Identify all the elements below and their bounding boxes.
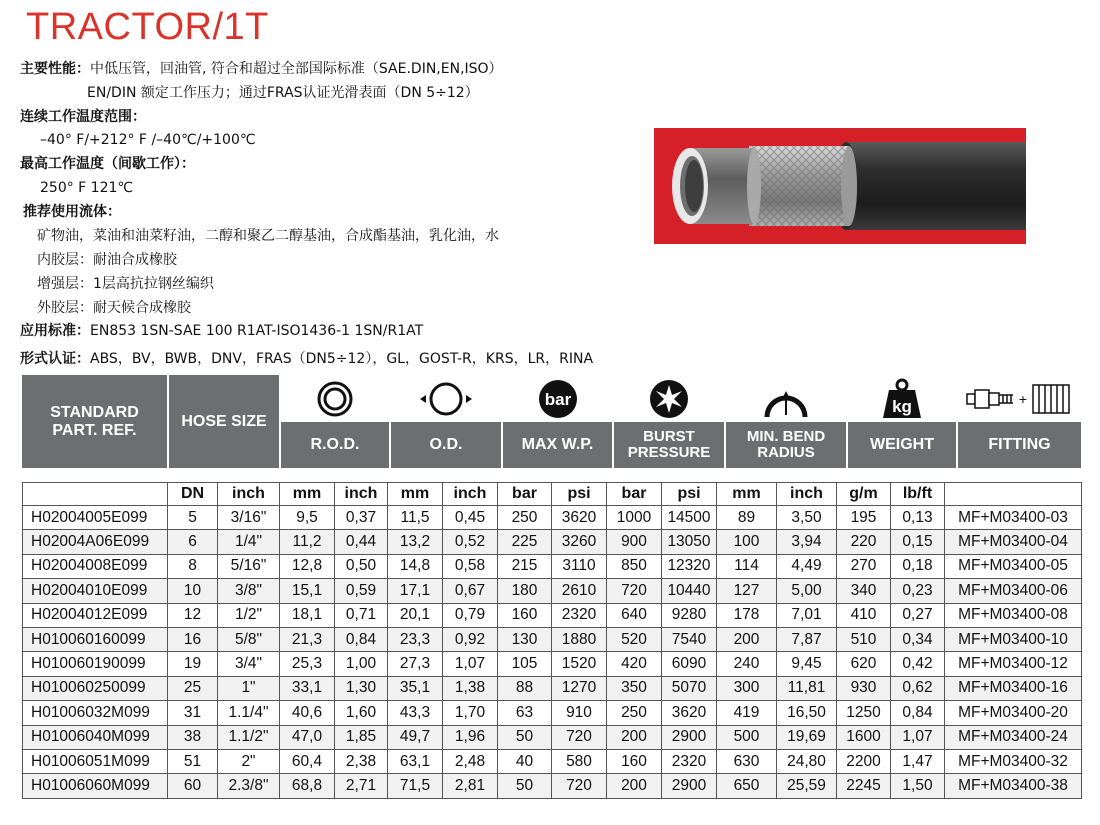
table-cell: 4,49 bbox=[777, 554, 837, 578]
table-cell: 19 bbox=[168, 652, 218, 676]
page-title: TRACTOR/1T bbox=[26, 6, 269, 48]
table-cell: 50 bbox=[498, 774, 552, 798]
table-cell: 0,45 bbox=[443, 506, 498, 530]
table-cell: 8 bbox=[168, 554, 218, 578]
spec-outer: 外胶层：耐天候合成橡胶 bbox=[37, 300, 191, 316]
part-ref-cell: H010060190099 bbox=[23, 652, 168, 676]
unit-header-cell: inch bbox=[443, 483, 498, 506]
table-cell: 71,5 bbox=[388, 774, 443, 798]
table-cell: 270 bbox=[837, 554, 891, 578]
table-row bbox=[23, 627, 1082, 651]
table-cell: 3,94 bbox=[777, 530, 837, 554]
header-standard-part-ref: STANDARD PART. REF. bbox=[50, 403, 139, 439]
spec-main bbox=[20, 60, 503, 78]
unit-header-cell: inch bbox=[777, 483, 837, 506]
table-cell: 3260 bbox=[552, 530, 607, 554]
svg-text:kg: kg bbox=[892, 396, 912, 416]
table-cell: 31 bbox=[168, 701, 218, 725]
table-cell: 49,7 bbox=[388, 725, 443, 749]
table-cell: 200 bbox=[717, 627, 777, 651]
table-cell: 520 bbox=[607, 627, 662, 651]
table-cell: 13050 bbox=[662, 530, 717, 554]
table-cell: 0,67 bbox=[443, 579, 498, 603]
unit-header-cell: inch bbox=[335, 483, 388, 506]
fitting-cell: MF+M03400-38 bbox=[945, 774, 1082, 798]
table-cell: 640 bbox=[607, 603, 662, 627]
table-cell: 15,1 bbox=[280, 579, 335, 603]
unit-header-cell: psi bbox=[662, 483, 717, 506]
fitting-cell: MF+M03400-10 bbox=[945, 627, 1082, 651]
table-cell: 2.3/8" bbox=[218, 774, 280, 798]
table-cell: 16,50 bbox=[777, 701, 837, 725]
table-cell: 160 bbox=[498, 603, 552, 627]
table-cell: 1" bbox=[218, 676, 280, 700]
unit-header-cell: g/m bbox=[837, 483, 891, 506]
table-cell: 89 bbox=[717, 506, 777, 530]
table-cell: 3110 bbox=[552, 554, 607, 578]
table-cell: 0,44 bbox=[335, 530, 388, 554]
table-row bbox=[23, 725, 1082, 749]
table-cell: 0,71 bbox=[335, 603, 388, 627]
spec-reinf: 增强层：1层高抗拉钢丝编织 bbox=[37, 276, 214, 292]
table-cell: 3/4" bbox=[218, 652, 280, 676]
table-cell: 1,07 bbox=[891, 725, 945, 749]
unit-header-cell: inch bbox=[218, 483, 280, 506]
table-cell: 33,1 bbox=[280, 676, 335, 700]
table-cell: 2320 bbox=[552, 603, 607, 627]
unit-header-cell: mm bbox=[388, 483, 443, 506]
table-cell: 630 bbox=[717, 749, 777, 773]
table-cell: 1.1/2" bbox=[218, 725, 280, 749]
table-cell: 2,38 bbox=[335, 749, 388, 773]
table-cell: 620 bbox=[837, 652, 891, 676]
table-cell: 0,15 bbox=[891, 530, 945, 554]
table-cell: 25 bbox=[168, 676, 218, 700]
table-cell: 100 bbox=[717, 530, 777, 554]
table-cell: 0,62 bbox=[891, 676, 945, 700]
table-cell: 9,45 bbox=[777, 652, 837, 676]
table-cell: 0,13 bbox=[891, 506, 945, 530]
table-cell: 1,30 bbox=[335, 676, 388, 700]
fitting-cell: MF+M03400-24 bbox=[945, 725, 1082, 749]
table-row bbox=[23, 603, 1082, 627]
table-cell: 2900 bbox=[662, 774, 717, 798]
spec-std-label: 应用标准： bbox=[20, 323, 90, 339]
table-cell: 220 bbox=[837, 530, 891, 554]
table-cell: 1600 bbox=[837, 725, 891, 749]
table-cell: 88 bbox=[498, 676, 552, 700]
table-row bbox=[23, 554, 1082, 578]
table-cell: 0,34 bbox=[891, 627, 945, 651]
header-max-wp: MAX W.P. bbox=[521, 436, 594, 453]
table-cell: 40,6 bbox=[280, 701, 335, 725]
table-cell: 12320 bbox=[662, 554, 717, 578]
part-ref-cell: H010060160099 bbox=[23, 627, 168, 651]
fitting-cell: MF+M03400-06 bbox=[945, 579, 1082, 603]
table-cell: 7540 bbox=[662, 627, 717, 651]
fitting-cell: MF+M03400-05 bbox=[945, 554, 1082, 578]
table-cell: 0,27 bbox=[891, 603, 945, 627]
table-cell: 9280 bbox=[662, 603, 717, 627]
unit-header-cell: psi bbox=[552, 483, 607, 506]
table-cell: 63 bbox=[498, 701, 552, 725]
table-cell: 2320 bbox=[662, 749, 717, 773]
table-cell: 1,00 bbox=[335, 652, 388, 676]
table-row bbox=[23, 701, 1082, 725]
table-cell: 2610 bbox=[552, 579, 607, 603]
spec-fluid-text: 矿物油，菜油和油菜籽油，二醇和聚乙二醇基油，合成酯基油，乳化油，水 bbox=[37, 228, 499, 244]
table-cell: 510 bbox=[837, 627, 891, 651]
fitting-cell: MF+M03400-16 bbox=[945, 676, 1082, 700]
table-cell: 1250 bbox=[837, 701, 891, 725]
table-cell: 900 bbox=[607, 530, 662, 554]
table-cell: 580 bbox=[552, 749, 607, 773]
table-cell: 11,81 bbox=[777, 676, 837, 700]
svg-text:+: + bbox=[1018, 390, 1027, 407]
table-cell: 0,79 bbox=[443, 603, 498, 627]
part-ref-cell: H01006040M099 bbox=[23, 725, 168, 749]
table-cell: 1/2" bbox=[218, 603, 280, 627]
table-cell: 2,71 bbox=[335, 774, 388, 798]
table-cell: 500 bbox=[717, 725, 777, 749]
spec-main-label: 主要性能： bbox=[20, 61, 90, 77]
table-cell: 130 bbox=[498, 627, 552, 651]
header-weight: WEIGHT bbox=[870, 436, 934, 453]
table-cell: 68,8 bbox=[280, 774, 335, 798]
table-cell: 180 bbox=[498, 579, 552, 603]
table-cell: 0,37 bbox=[335, 506, 388, 530]
table-cell: 3,50 bbox=[777, 506, 837, 530]
table-cell: 910 bbox=[552, 701, 607, 725]
table-cell: 16 bbox=[168, 627, 218, 651]
table-cell: 1520 bbox=[552, 652, 607, 676]
part-ref-cell: H02004012E099 bbox=[23, 603, 168, 627]
table-cell: 1000 bbox=[607, 506, 662, 530]
table-cell: 340 bbox=[837, 579, 891, 603]
svg-text:bar: bar bbox=[544, 389, 571, 409]
fitting-cell: MF+M03400-08 bbox=[945, 603, 1082, 627]
table-cell: 160 bbox=[607, 749, 662, 773]
table-row bbox=[23, 530, 1082, 554]
table-cell: 9,5 bbox=[280, 506, 335, 530]
table-cell: 215 bbox=[498, 554, 552, 578]
spec-std-text: EN853 1SN-SAE 100 R1AT-ISO1436-1 1SN/R1AT bbox=[90, 323, 424, 339]
fitting-cell: MF+M03400-04 bbox=[945, 530, 1082, 554]
table-cell: 24,80 bbox=[777, 749, 837, 773]
table-cell: 25,59 bbox=[777, 774, 837, 798]
table-cell: 0,58 bbox=[443, 554, 498, 578]
table-cell: 10440 bbox=[662, 579, 717, 603]
table-cell: 225 bbox=[498, 530, 552, 554]
table-cell: 3620 bbox=[552, 506, 607, 530]
table-cell: 1,70 bbox=[443, 701, 498, 725]
weight-icon bbox=[848, 375, 956, 422]
table-cell: 1,85 bbox=[335, 725, 388, 749]
table-cell: 720 bbox=[552, 725, 607, 749]
table-header-band bbox=[22, 375, 1081, 468]
hose-data-table bbox=[22, 482, 1082, 799]
spec-fluid-label: 推荐使用流体： bbox=[23, 204, 121, 220]
table-cell: 3/16" bbox=[218, 506, 280, 530]
table-cell: 11,2 bbox=[280, 530, 335, 554]
table-cell: 5,00 bbox=[777, 579, 837, 603]
table-row bbox=[23, 579, 1082, 603]
table-cell: 2900 bbox=[662, 725, 717, 749]
table-cell: 5070 bbox=[662, 676, 717, 700]
table-cell: 114 bbox=[717, 554, 777, 578]
table-cell: 35,1 bbox=[388, 676, 443, 700]
table-cell: 195 bbox=[837, 506, 891, 530]
unit-header-cell: mm bbox=[280, 483, 335, 506]
table-cell: 20,1 bbox=[388, 603, 443, 627]
table-cell: 2245 bbox=[837, 774, 891, 798]
table-cell: 21,3 bbox=[280, 627, 335, 651]
table-cell: 3/8" bbox=[218, 579, 280, 603]
table-cell: 6090 bbox=[662, 652, 717, 676]
part-ref-cell: H02004005E099 bbox=[23, 506, 168, 530]
table-cell: 1/4" bbox=[218, 530, 280, 554]
table-cell: 250 bbox=[607, 701, 662, 725]
table-cell: 410 bbox=[837, 603, 891, 627]
table-cell: 720 bbox=[552, 774, 607, 798]
spec-std bbox=[20, 322, 423, 340]
table-cell: 0,42 bbox=[891, 652, 945, 676]
table-cell: 1,47 bbox=[891, 749, 945, 773]
table-cell: 200 bbox=[607, 774, 662, 798]
unit-header-cell: lb/ft bbox=[891, 483, 945, 506]
table-cell: 10 bbox=[168, 579, 218, 603]
spec-cert bbox=[20, 350, 593, 368]
unit-header-cell bbox=[23, 483, 168, 506]
table-cell: 2,48 bbox=[443, 749, 498, 773]
table-row bbox=[23, 749, 1082, 773]
spec-main-text: 中低压管，回油管, 符合和超过全部国际标准（SAE.DIN,EN,ISO） bbox=[90, 61, 503, 77]
spec-temp-label: 连续工作温度范围： bbox=[20, 109, 146, 125]
table-cell: 50 bbox=[498, 725, 552, 749]
fitting-cell: MF+M03400-03 bbox=[945, 506, 1082, 530]
table-cell: 419 bbox=[717, 701, 777, 725]
table-cell: 0,23 bbox=[891, 579, 945, 603]
table-cell: 3620 bbox=[662, 701, 717, 725]
header-fitting: FITTING bbox=[988, 436, 1051, 453]
rod-icon bbox=[281, 375, 389, 422]
table-cell: 60 bbox=[168, 774, 218, 798]
table-cell: 350 bbox=[607, 676, 662, 700]
table-cell: 0,59 bbox=[335, 579, 388, 603]
table-cell: 0,84 bbox=[891, 701, 945, 725]
table-cell: 240 bbox=[717, 652, 777, 676]
table-cell: 51 bbox=[168, 749, 218, 773]
table-cell: 63,1 bbox=[388, 749, 443, 773]
table-cell: 850 bbox=[607, 554, 662, 578]
fitting-cell: MF+M03400-20 bbox=[945, 701, 1082, 725]
table-cell: 105 bbox=[498, 652, 552, 676]
table-cell: 1,96 bbox=[443, 725, 498, 749]
table-row bbox=[23, 774, 1082, 798]
table-cell: 127 bbox=[717, 579, 777, 603]
unit-header-cell: mm bbox=[717, 483, 777, 506]
table-cell: 0,92 bbox=[443, 627, 498, 651]
unit-header-cell: bar bbox=[607, 483, 662, 506]
unit-header-cell: bar bbox=[498, 483, 552, 506]
spec-main-text2: EN/DIN 额定工作压力；通过FRAS认证光滑表面（DN 5÷12） bbox=[87, 85, 479, 101]
header-od: O.D. bbox=[429, 436, 463, 453]
table-cell: 0,50 bbox=[335, 554, 388, 578]
fitting-icon bbox=[958, 375, 1081, 422]
spec-inner: 内胶层：耐油合成橡胶 bbox=[37, 252, 177, 268]
table-cell: 1,38 bbox=[443, 676, 498, 700]
part-ref-cell: H01006060M099 bbox=[23, 774, 168, 798]
header-burst-pressure: BURST PRESSURE bbox=[627, 428, 711, 461]
table-cell: 0,18 bbox=[891, 554, 945, 578]
part-ref-cell: H02004008E099 bbox=[23, 554, 168, 578]
table-cell: 930 bbox=[837, 676, 891, 700]
header-min-bend-radius: MIN. BEND RADIUS bbox=[746, 428, 826, 461]
table-cell: 7,01 bbox=[777, 603, 837, 627]
table-cell: 19,69 bbox=[777, 725, 837, 749]
bar-icon bbox=[503, 375, 612, 422]
table-cell: 1,07 bbox=[443, 652, 498, 676]
table-cell: 5/16" bbox=[218, 554, 280, 578]
table-cell: 14,8 bbox=[388, 554, 443, 578]
table-cell: 25,3 bbox=[280, 652, 335, 676]
table-cell: 27,3 bbox=[388, 652, 443, 676]
table-cell: 1270 bbox=[552, 676, 607, 700]
fitting-cell: MF+M03400-12 bbox=[945, 652, 1082, 676]
table-cell: 12 bbox=[168, 603, 218, 627]
table-cell: 11,5 bbox=[388, 506, 443, 530]
unit-header-cell: DN bbox=[168, 483, 218, 506]
header-rod: R.O.D. bbox=[310, 436, 360, 453]
table-cell: 1,50 bbox=[891, 774, 945, 798]
part-ref-cell: H01006032M099 bbox=[23, 701, 168, 725]
hose-photo bbox=[654, 128, 1026, 244]
table-cell: 17,1 bbox=[388, 579, 443, 603]
table-cell: 0,84 bbox=[335, 627, 388, 651]
table-cell: 1880 bbox=[552, 627, 607, 651]
header-hose-size: HOSE SIZE bbox=[181, 412, 267, 430]
table-cell: 0,52 bbox=[443, 530, 498, 554]
table-cell: 38 bbox=[168, 725, 218, 749]
table-cell: 250 bbox=[498, 506, 552, 530]
table-cell: 200 bbox=[607, 725, 662, 749]
table-cell: 18,1 bbox=[280, 603, 335, 627]
burst-icon bbox=[614, 375, 724, 422]
table-cell: 2" bbox=[218, 749, 280, 773]
table-cell: 43,3 bbox=[388, 701, 443, 725]
table-cell: 23,3 bbox=[388, 627, 443, 651]
table-row bbox=[23, 676, 1082, 700]
table-row bbox=[23, 652, 1082, 676]
bend-radius-icon bbox=[726, 375, 846, 422]
table-cell: 6 bbox=[168, 530, 218, 554]
fitting-cell: MF+M03400-32 bbox=[945, 749, 1082, 773]
table-cell: 13,2 bbox=[388, 530, 443, 554]
table-cell: 720 bbox=[607, 579, 662, 603]
table-cell: 420 bbox=[607, 652, 662, 676]
table-cell: 2200 bbox=[837, 749, 891, 773]
spec-cert-label: 形式认证： bbox=[20, 351, 90, 367]
spec-maxtemp-label: 最高工作温度（间歇工作）： bbox=[20, 156, 195, 172]
table-cell: 2,81 bbox=[443, 774, 498, 798]
table-cell: 47,0 bbox=[280, 725, 335, 749]
unit-header-row bbox=[23, 483, 1082, 506]
table-cell: 12,8 bbox=[280, 554, 335, 578]
unit-header-cell bbox=[945, 483, 1082, 506]
part-ref-cell: H010060250099 bbox=[23, 676, 168, 700]
part-ref-cell: H02004010E099 bbox=[23, 579, 168, 603]
table-cell: 650 bbox=[717, 774, 777, 798]
table-cell: 5/8" bbox=[218, 627, 280, 651]
od-icon bbox=[391, 375, 501, 422]
spec-maxtemp-text: 250° F 121℃ bbox=[40, 180, 134, 196]
table-cell: 178 bbox=[717, 603, 777, 627]
table-cell: 60,4 bbox=[280, 749, 335, 773]
part-ref-cell: H02004A06E099 bbox=[23, 530, 168, 554]
table-row bbox=[23, 506, 1082, 530]
part-ref-cell: H01006051M099 bbox=[23, 749, 168, 773]
table-cell: 40 bbox=[498, 749, 552, 773]
table-cell: 300 bbox=[717, 676, 777, 700]
table-cell: 7,87 bbox=[777, 627, 837, 651]
table-cell: 14500 bbox=[662, 506, 717, 530]
table-cell: 5 bbox=[168, 506, 218, 530]
table-cell: 1,60 bbox=[335, 701, 388, 725]
spec-cert-text: ABS，BV，BWB，DNV，FRAS（DN5÷12），GL，GOST-R，KRS，LR，RINA bbox=[90, 351, 594, 367]
table-cell: 1.1/4" bbox=[218, 701, 280, 725]
spec-temp-text: –40° F/+212° F /–40℃/+100℃ bbox=[40, 132, 256, 148]
